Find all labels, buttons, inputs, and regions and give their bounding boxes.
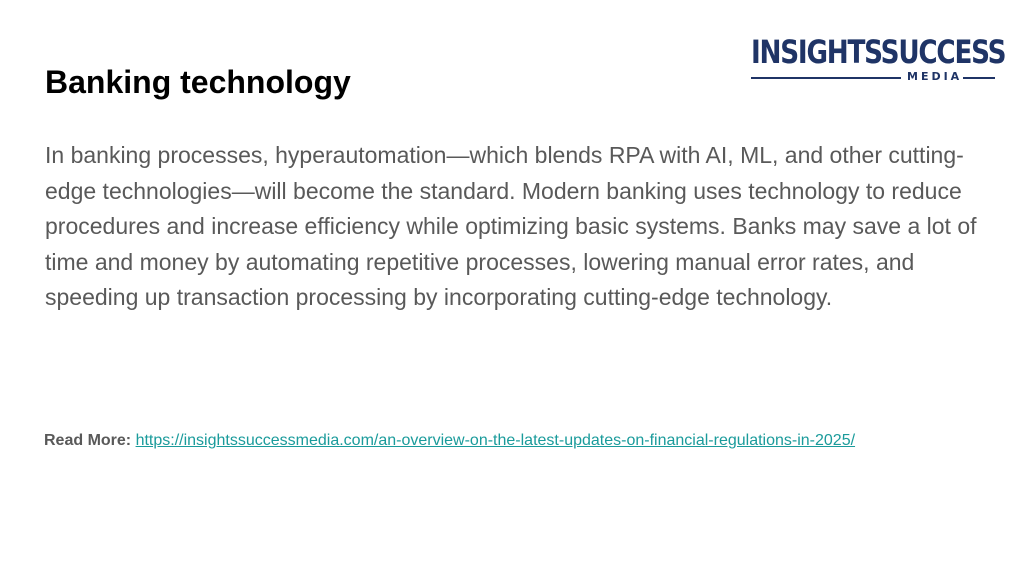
- slide-title: Banking technology: [45, 64, 351, 100]
- slide-body-text: In banking processes, hyperautomation—which blends RPA with AI, ML, and other cutting-edge technologies—will become the standard. Modern banking uses technology to reduce procedures and increase efficiency while optimizing basic systems. Banks may save a lot of time and money by automating repetitive processes, lowering manual error rates, and speeding up transaction processing by incorporating cutting-edge technology.: [45, 142, 977, 310]
- read-more-link[interactable]: https://insightssuccessmedia.com/an-overview-on-the-latest-updates-on-financial-regulations-in-2025/: [135, 432, 856, 449]
- logo-rule-right: [963, 77, 995, 79]
- logo-rule-left: [751, 77, 901, 79]
- logo-subtitle: MEDIA: [907, 70, 963, 83]
- read-more-label: Read More:: [44, 432, 132, 449]
- logo-wordmark: INSIGHTSSUCCESS: [751, 33, 1006, 71]
- insights-success-media-logo: [751, 32, 1006, 84]
- read-more-line: [44, 430, 1019, 452]
